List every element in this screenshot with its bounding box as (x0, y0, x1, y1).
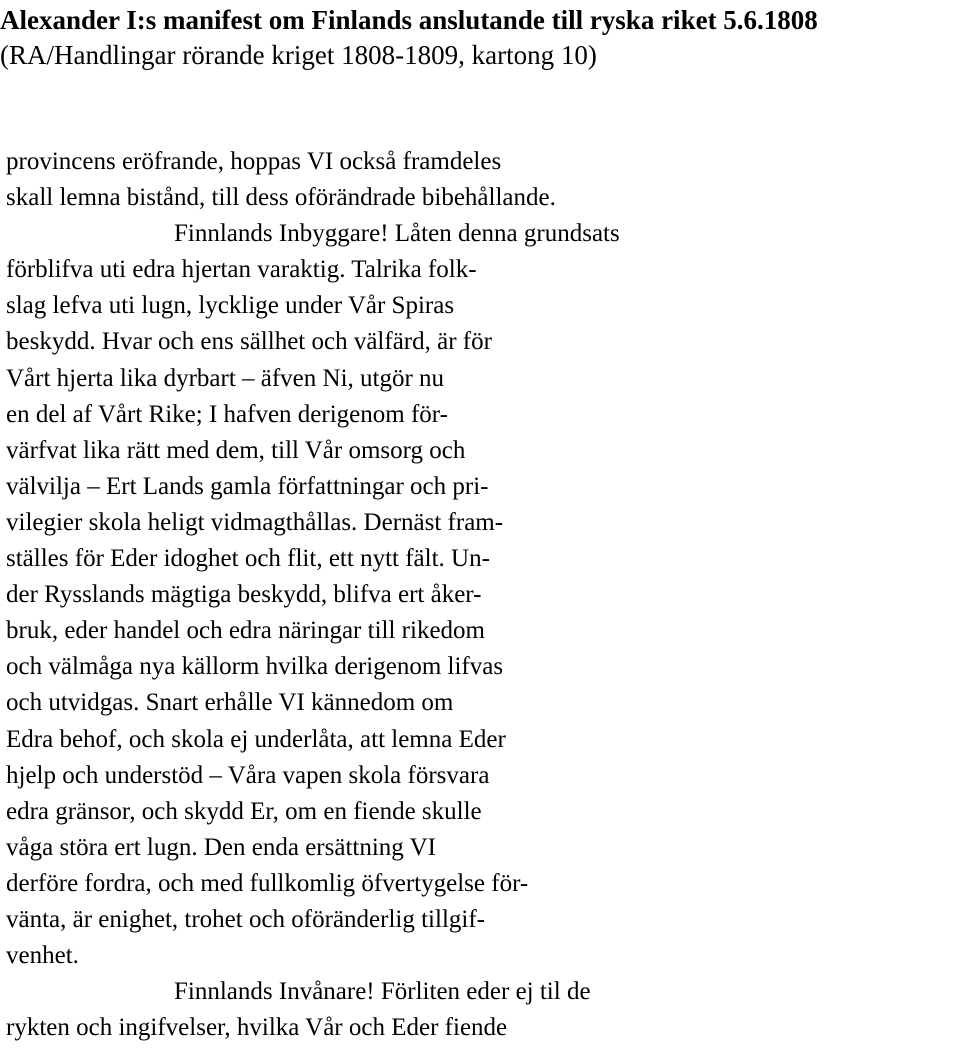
text-line: en del af Vårt Rike; I hafven derigenom för- (6, 400, 448, 428)
text-line: vänta, är enighet, trohet och oföränderlig tillgif- (6, 905, 485, 933)
text-line: värfvat lika rätt med dem, till Vår omsorg och (6, 436, 466, 464)
text-line: våga störa ert lugn. Den enda ersättning VI (6, 833, 436, 861)
text-line: vilegier skola heligt vidmagthållas. Dernäst fram- (6, 508, 504, 536)
text-line: och utvidgas. Snart erhålle VI kännedom om (6, 689, 454, 717)
text-line: slag lefva uti lugn, lycklige under Vår Spiras (6, 292, 455, 320)
text-line: rykten och ingifvelser, hvilka Vår och Eder fiende (6, 1014, 508, 1042)
text-line: Edra behof, och skola ej underlåta, att lemna Eder (6, 725, 506, 753)
text-line: derföre fordra, och med fullkomlig öfvertygelse för- (6, 869, 529, 897)
text-line: ställes för Eder idoghet och flit, ett nytt fält. Un- (6, 545, 490, 573)
text-line: beskydd. Hvar och ens sällhet och välfärd, är för (6, 328, 492, 356)
text-line: Vårt hjerta lika dyrbart – äfven Ni, utgör nu (6, 364, 445, 392)
manifest-text (6, 144, 620, 1046)
text-line: bruk, eder handel och edra näringar till rikedom (6, 617, 485, 645)
text-line: provincens eröfrande, hoppas VI också framdeles (6, 148, 502, 175)
text-line: Finnlands Invånare! Förliten eder ej til de (174, 978, 591, 1006)
text-line: Finnlands Inbyggare! Låten denna grundsats (174, 220, 620, 248)
document-title: Alexander I:s manifest om Finlands anslutande till ryska riket 5.6.1808 (0, 5, 818, 35)
text-line: der Rysslands mägtiga beskydd, blifva ert åker- (6, 581, 482, 609)
text-line: hjelp och understöd – Våra vapen skola försvara (6, 761, 490, 789)
text-line: venhet. (6, 942, 79, 970)
text-line: skall lemna bistånd, till dess oförändrade bibehållande. (6, 184, 556, 212)
text-line: och välmåga nya källorm hvilka derigenom lifvas (6, 653, 504, 681)
text-line: välvilja – Ert Lands gamla författningar och pri- (6, 472, 489, 500)
text-line: förblifva uti edra hjertan varaktig. Talrika folk- (6, 256, 477, 284)
text-line: edra gränsor, och skydd Er, om en fiende skulle (6, 797, 482, 825)
document-subtitle: (RA/Handlingar rörande kriget 1808-1809, kartong 10) (0, 40, 597, 70)
